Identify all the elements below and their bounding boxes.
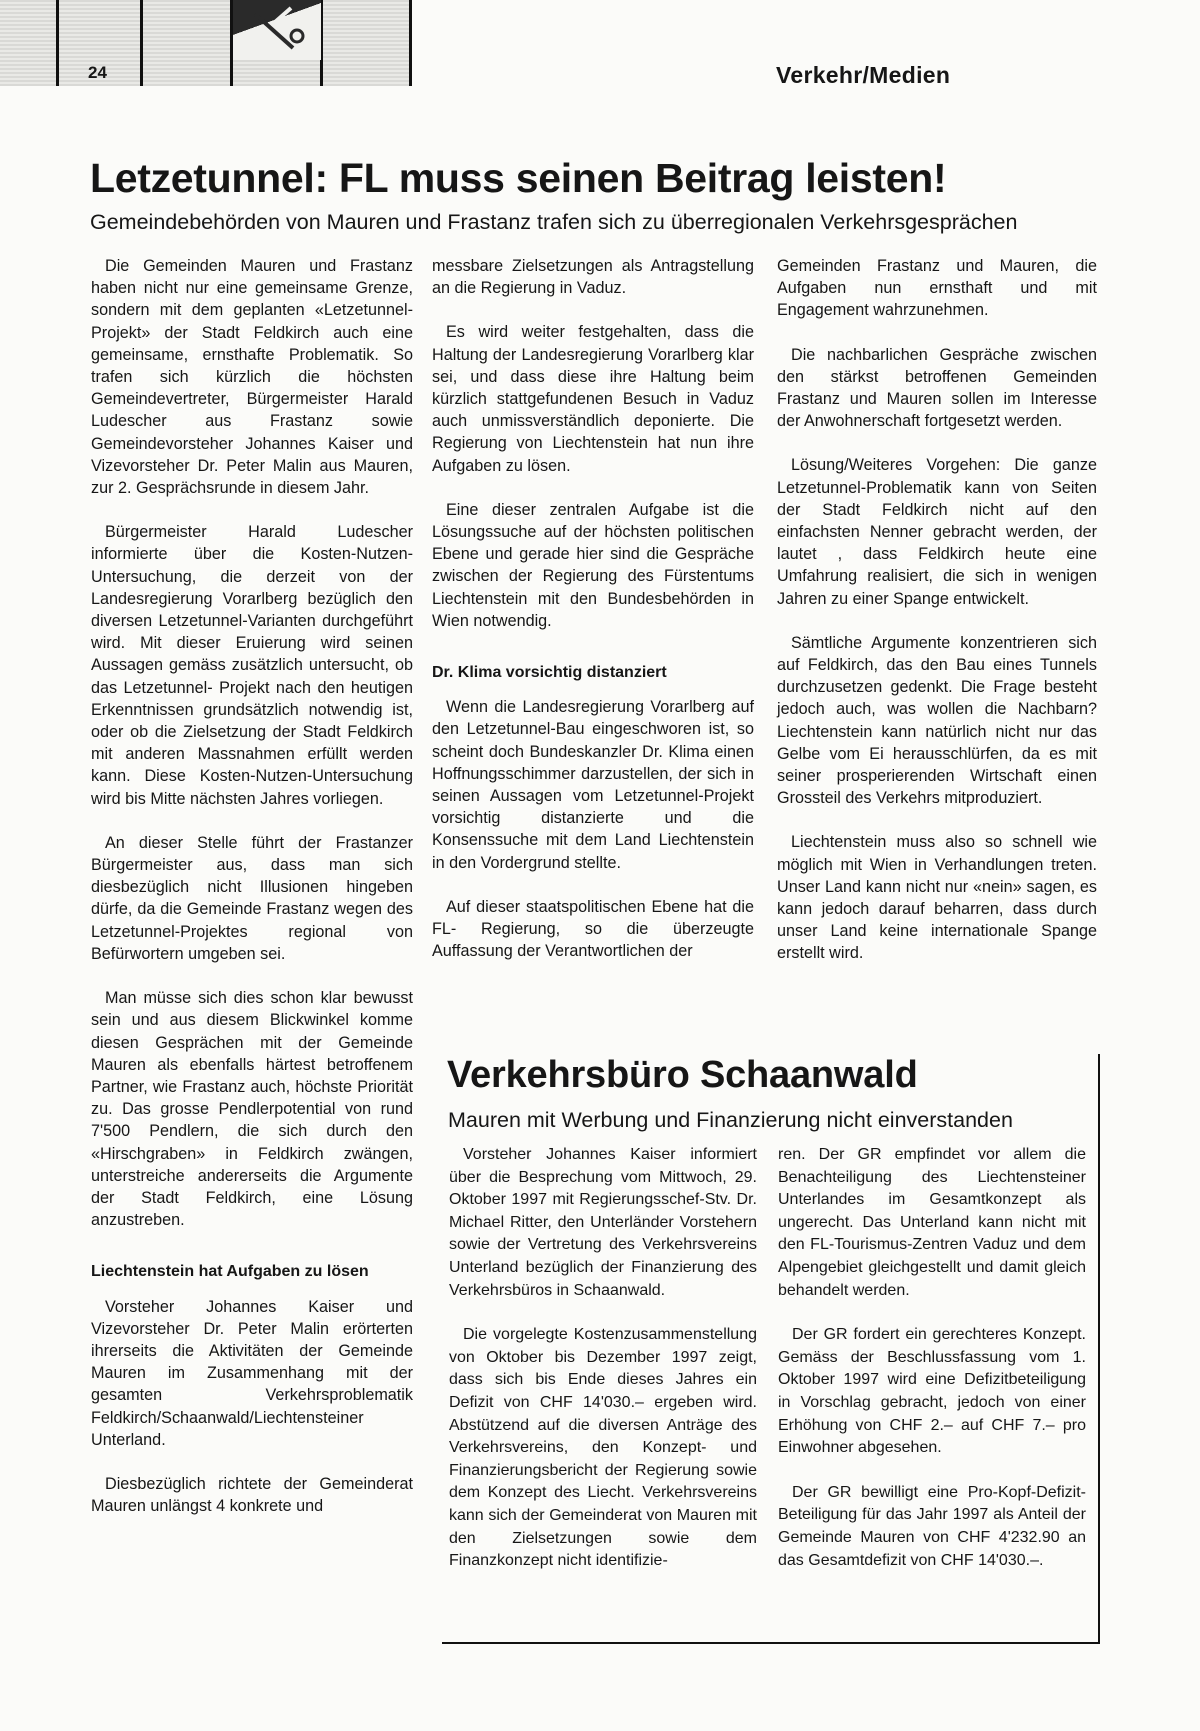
box-rule xyxy=(1098,1054,1100,1644)
article2-column-1 xyxy=(449,1144,757,1573)
paragraph: Die Gemeinden Mauren und Frastanz haben nicht nur eine gemeinsame Grenze, sondern mit dem geplanten «Letzetunnel-Projekt» der Stadt Feldkirch auch eine gemeinsame, ernsthafte Problematik. So trafen sich kürzlich die höchsten Gemeindevertreter, Bürgermeister Harald Ludescher aus Frastanz sowie Gemeindevorsteher Johannes Kaiser und Vizevorsteher Dr. Peter Malin aus Mauren, zur 2. Gesprächsrunde in diesem Jahr. xyxy=(91,257,413,498)
paragraph: Die nachbarlichen Gespräche zwischen den stärkst betroffenen Gemeinden Frastanz und Mauren sollen im Interesse der Anwohnerschaft fortgesetzt werden. xyxy=(777,345,1097,431)
header-rule xyxy=(140,0,143,86)
article-subheadline: Gemeindebehörden von Mauren und Frastanz trafen sich zu überregionalen Verkehrsgesprächen xyxy=(90,210,1018,234)
article2-column-2 xyxy=(778,1144,1086,1572)
section-heading: Liechtenstein hat Aufgaben zu lösen xyxy=(91,1263,369,1281)
paragraph: Vorsteher Johannes Kaiser informiert über die Besprechung vom Mittwoch, 29. Oktober 1997 mit Regierungsschef-Stv. Dr. Michael Ritter, den Unterländer Vorstehern sowie der Vertretung des Verkehrsvereins Unterland bezüglich der Finanzierung des Verkehrsbüros in Schaanwald. xyxy=(449,1146,757,1299)
article-column-1 xyxy=(91,255,413,1517)
paragraph: Der GR fordert ein gerechteres Konzept. Gemäss der Beschlussfassung vom 1. Oktober 1997 wird eine Defizitbeteiligung in Vorschlag gebracht, jedoch von einer Erhöhung von CHF 2.– auf CHF 7.– pro Einwohner abgesehen. xyxy=(778,1326,1086,1457)
page-number: 24 xyxy=(88,63,107,82)
paragraph: Wenn die Landesregierung Vorarlberg auf den Letzetunnel-Bau eingeschworen ist, so scheint doch Bundeskanzler Dr. Klima einen Hoffnungsschimmer darzustellen, der sich in seinen Aussagen vom Letzetunnel-Projekt vorsichtig distanzierte und die Konsenssuche mit dem Land Liechtenstein in den Vordergrund stellte. xyxy=(432,698,754,872)
section-heading: Dr. Klima vorsichtig distanziert xyxy=(432,664,667,682)
paragraph: Die vorgelegte Kostenzusammenstellung von Oktober bis Dezember 1997 zeigt, dass sich bis Ende dieses Jahres ein Defizit von CHF 14'030.– ergeben wird. Abstützend auf die diversen Anträge des Verkehrsvereins, den Konzept- und Finanzierungsbericht der Regierung sowie dem Konzept des Liecht. Verkehrsvereins kann sich der Gemeinderat von Mauren mit den Zielsetzungen sowie dem Finanzkonzept nicht identifizie- xyxy=(449,1326,757,1570)
header-rule xyxy=(409,0,412,86)
header-band xyxy=(0,0,410,86)
paragraph: Der GR bewilligt eine Pro-Kopf-Defizit-Beteiligung für das Jahr 1997 als Anteil der Gemeinde Mauren von CHF 4'232.90 an das Gesamtdefizit von CHF 14'030.–. xyxy=(778,1483,1086,1569)
box-rule xyxy=(442,1642,1100,1644)
header-rule xyxy=(56,0,59,86)
section-title: Verkehr/Medien xyxy=(776,62,951,88)
article-column-2 xyxy=(432,255,754,962)
article2-subheadline: Mauren mit Werbung und Finanzierung nicht einverstanden xyxy=(448,1108,1013,1132)
article-headline: Letzetunnel: FL muss seinen Beitrag leisten! xyxy=(90,155,947,201)
paragraph: Auf dieser staatspolitischen Ebene hat die FL- Regierung, so die überzeugte Auffassung der Verantwortlichen der xyxy=(432,897,754,961)
paragraph: Sämtliche Argumente konzentrieren sich auf Feldkirch, das den Bau eines Tunnels durchzusetzen gedenkt. Die Frage besteht jedoch auch, was wollen die Nachbarn? Liechtenstein kann natürlich nicht nur das Gelbe vom Ei herausschlürfen, da es mit seiner prosperierenden Wirtschaft einen Grossteil des Verkehrs mitproduziert. xyxy=(777,633,1097,808)
article-column-3 xyxy=(777,255,1097,965)
paragraph: Liechtenstein muss also so schnell wie möglich mit Wien in Verhandlungen treten. Unser Land kann nicht nur «nein» sagen, es kann jedoch darauf beharren, dass durch unser Land keine internationale Spange erstellt wird. xyxy=(777,833,1097,963)
paragraph: Eine dieser zentralen Aufgabe ist die Lösungssuche auf der höchsten politischen Ebene und gerade hier sind die Gespräche zwischen der Regierung des Fürstentums Liechtenstein mit den Bundesbehörden in Wien notwendig. xyxy=(432,500,754,630)
paragraph: Bürgermeister Harald Ludescher informierte über die Kosten-Nutzen-Untersuchung, die derzeit von der Landesregierung Vorarlberg bezüglich den diversen Letzetunnel-Varianten durchgeführt wird. Mit dieser Eruierung wird seinen Aussagen gemäss zusätzlich untersucht, ob das Letzetunnel- Projekt nach den heutigen Erkenntnissen grundsätzlich notwendig ist, oder ob die Zielsetzung der Stadt Feldkirch mit anderen Massnahmen erfüllt werden kann. Diese Kosten-Nutzen-Untersuchung wird bis Mitte nächsten Jahres vorliegen. xyxy=(91,523,413,808)
article2-headline: Verkehrsbüro Schaanwald xyxy=(447,1054,918,1096)
paragraph: Vorsteher Johannes Kaiser und Vizevorsteher Dr. Peter Malin erörterten ihrerseits die Aktivitäten der Gemeinde Mauren im Zusammenhang mit der gesamten Verkehrsproblematik Feldkirch/Schaanwald/Liechtensteiner Unterland. xyxy=(91,1297,413,1449)
paragraph: An dieser Stelle führt der Frastanzer Bürgermeister aus, dass man sich diesbezüglich nicht Illusionen hingeben dürfe, da die Gemeinde Frastanz wegen des Letzetunnel-Projektes regional von Befürwortern umgeben sei. xyxy=(91,833,413,963)
coat-of-arms-icon xyxy=(233,0,321,60)
paragraph: Man müsse sich dies schon klar bewusst sein und aus diesem Blickwinkel komme diesen Gesprächen mit der Gemeinde Mauren als ebenfalls härtest betroffenem Partner, wie Frastanz auch, höchste Priorität zu. Das grosse Pendlerpotential von rund 7'500 Pendlern, die sich durch den «Hirschgraben» in Feldkirch zwängen, unterstreiche andererseits die Argumente der Stadt Feldkirch, eine Lösung anzustreben. xyxy=(91,989,413,1230)
paragraph: messbare Zielsetzungen als Antragstellung an die Regierung in Vaduz. xyxy=(432,257,754,298)
paragraph: Diesbezüglich richtete der Gemeinderat Mauren unlängst 4 konkrete und xyxy=(91,1474,413,1516)
paragraph: Gemeinden Frastanz und Mauren, die Aufgaben nun ernsthaft und mit Engagement wahrzunehmen. xyxy=(777,257,1097,320)
paragraph: Es wird weiter festgehalten, dass die Haltung der Landesregierung Vorarlberg klar sei, und dass diese ihre Haltung beim kürzlich stattgefundenen Besuch in Vaduz auch unmissverständlich deponierte. Die Regierung von Liechtenstein hat nun ihre Aufgaben zu lösen. xyxy=(432,323,754,475)
paragraph: Lösung/Weiteres Vorgehen: Die ganze Letzetunnel-Problematik kann von Seiten der Stadt Feldkirch nicht auf den einfachsten Nenner gebracht werden, der lautet , dass Feldkirch heute eine Umfahrung realisiert, die sich in wenigen Jahren zu einer Spange entwickelt. xyxy=(777,456,1097,608)
paragraph: ren. Der GR empfindet vor allem die Benachteiligung des Liechtensteiner Unterlandes im Gesamtkonzept als ungerecht. Das Unterland kann nicht mit den FL-Tourismus-Zentren Vaduz und dem Alpengebiet gleichgestellt und damit gleich behandelt werden. xyxy=(778,1146,1086,1299)
